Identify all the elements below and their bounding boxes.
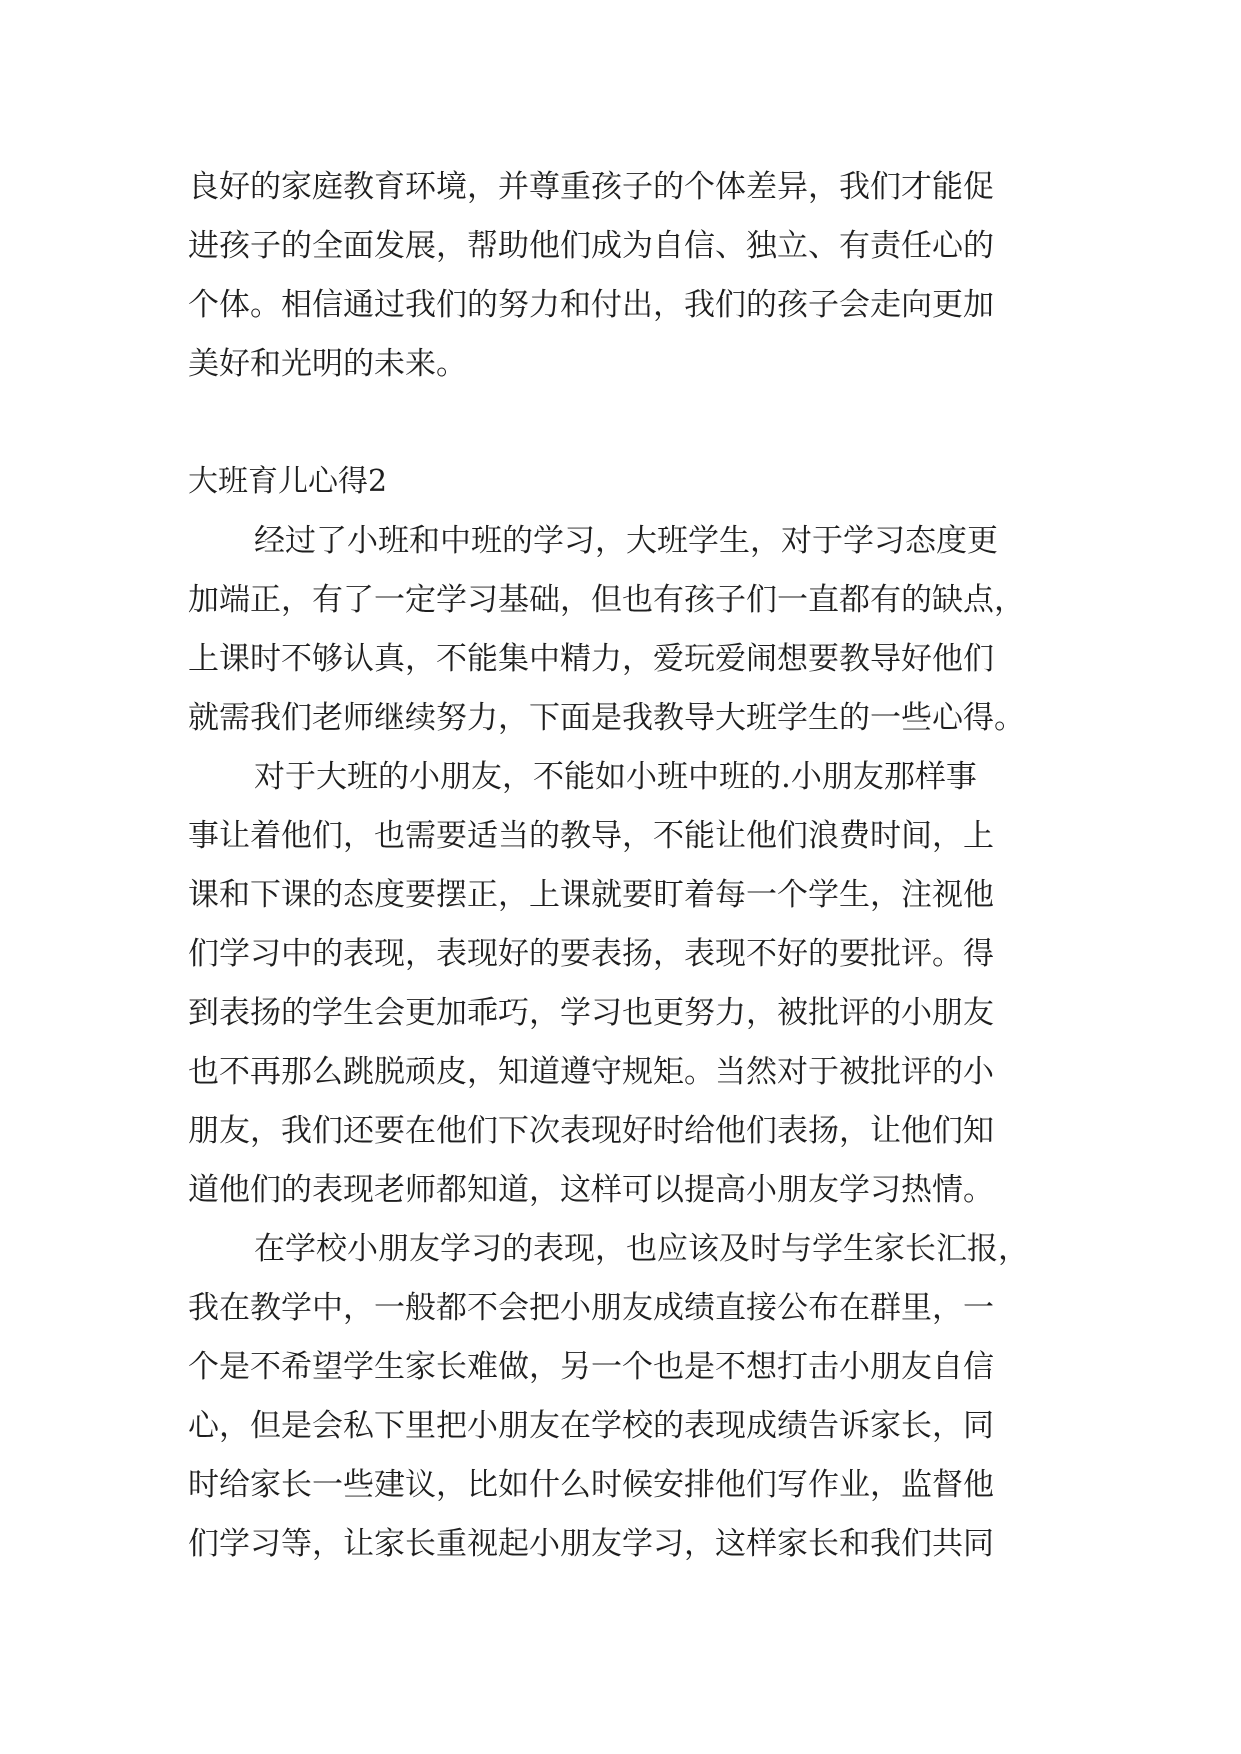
text-line: 进孩子的全面发展，帮助他们成为自信、独立、有责任心的 — [188, 228, 994, 264]
text-line: 美好和光明的未来。 — [188, 346, 467, 382]
text-line: 也不再那么跳脱顽皮，知道遵守规矩。当然对于被批评的小 — [188, 1054, 994, 1090]
text-line: 道他们的表现老师都知道，这样可以提高小朋友学习热情。 — [188, 1172, 994, 1208]
text-line: 加端正，有了一定学习基础，但也有孩子们一直都有的缺点， — [188, 582, 1025, 618]
text-line: 个是不希望学生家长难做，另一个也是不想打击小朋友自信 — [188, 1349, 994, 1385]
text-line: 经过了小班和中班的学习，大班学生，对于学习态度更 — [254, 523, 998, 559]
text-line: 课和下课的态度要摆正，上课就要盯着每一个学生，注视他 — [188, 877, 994, 913]
text-line: 在学校小朋友学习的表现，也应该及时与学生家长汇报， — [254, 1231, 1029, 1267]
text-line: 们学习等，让家长重视起小朋友学习，这样家长和我们共同 — [188, 1526, 994, 1562]
text-line: 个体。相信通过我们的努力和付出，我们的孩子会走向更加 — [188, 287, 994, 323]
text-line: 朋友，我们还要在他们下次表现好时给他们表扬，让他们知 — [188, 1113, 994, 1149]
text-line: 时给家长一些建议，比如什么时候安排他们写作业，监督他 — [188, 1467, 994, 1503]
text-line: 就需我们老师继续努力，下面是我教导大班学生的一些心得。 — [188, 700, 1025, 736]
text-line: 到表扬的学生会更加乖巧，学习也更努力，被批评的小朋友 — [188, 995, 994, 1031]
text-line: 上课时不够认真，不能集中精力，爱玩爱闹想要教导好他们 — [188, 641, 994, 677]
text-line: 心，但是会私下里把小朋友在学校的表现成绩告诉家长，同 — [188, 1408, 994, 1444]
section-heading: 大班育儿心得2 — [188, 464, 388, 499]
text-line: 们学习中的表现，表现好的要表扬，表现不好的要批评。得 — [188, 936, 994, 972]
text-line: 事让着他们，也需要适当的教导，不能让他们浪费时间，上 — [188, 818, 994, 854]
text-line: 良好的家庭教育环境，并尊重孩子的个体差异，我们才能促 — [188, 169, 994, 205]
text-line: 对于大班的小朋友，不能如小班中班的.小朋友那样事 — [254, 759, 977, 795]
text-line: 我在教学中，一般都不会把小朋友成绩直接公布在群里，一 — [188, 1290, 994, 1326]
